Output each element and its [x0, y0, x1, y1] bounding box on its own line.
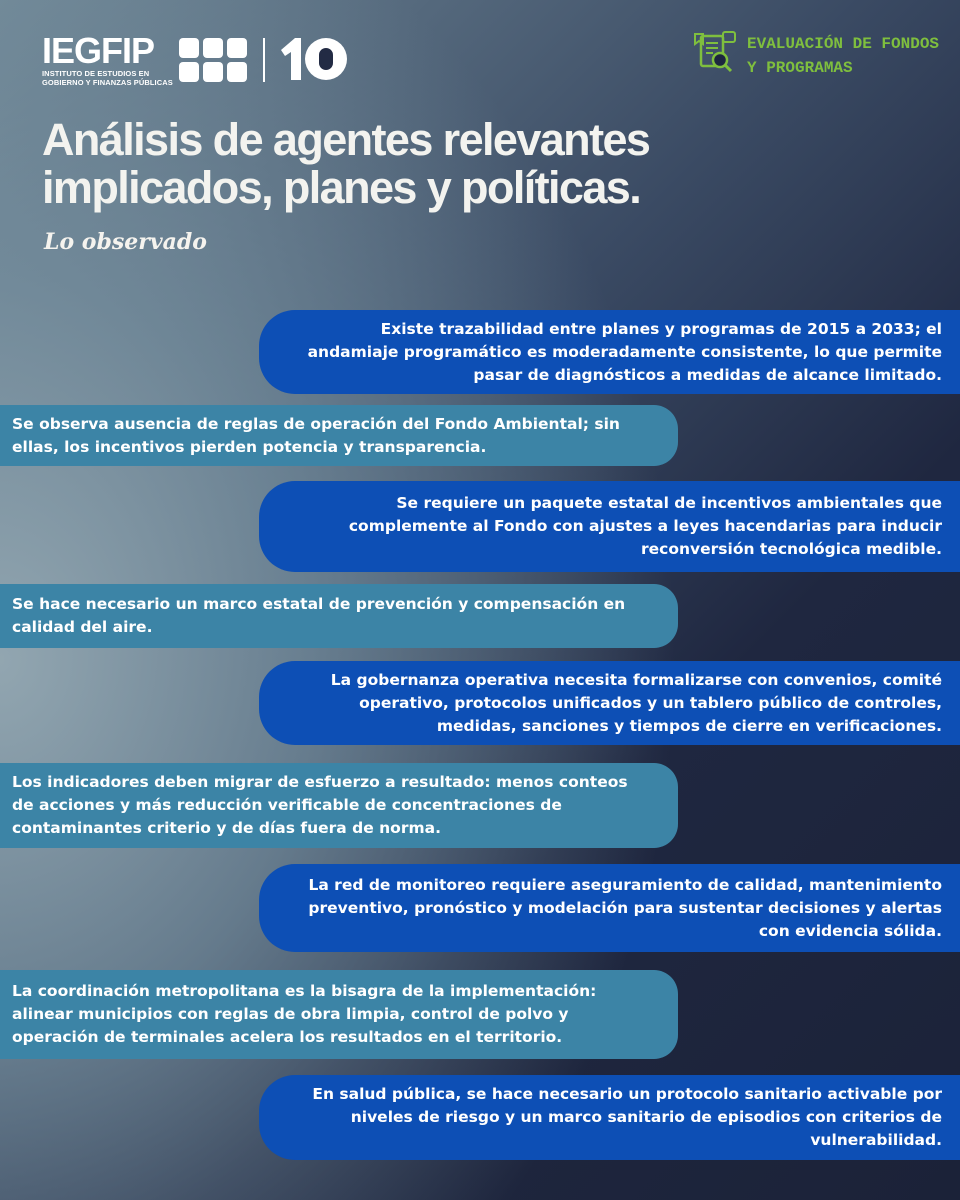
finding-text: Los indicadores deben migrar de esfuerzo a resultado: menos conteos de acciones y más reducción verificable de concentraciones de contaminantes criterio y de días fuera de norma.	[12, 773, 628, 837]
anniversary-10-icon	[279, 36, 349, 82]
brand-name: IEGFIP	[42, 30, 155, 71]
brand-subtitle-line2: GOBIERNO Y FINANZAS PÚBLICAS	[42, 78, 173, 87]
finding-text: Existe trazabilidad entre planes y programas de 2015 a 2033; el andamiaje programático es moderadamente consistente, lo que permite pasar de diagnósticos a medidas de alcance limitado.	[307, 319, 942, 384]
finding-card	[259, 864, 960, 952]
brand-subtitle-line1: INSTITUTO DE ESTUDIOS EN	[42, 69, 150, 78]
finding-card	[259, 1075, 960, 1160]
finding-text: La red de monitoreo requiere aseguramiento de calidad, mantenimiento preventivo, pronóstico y modelación para sustentar decisiones y alertas con evidencia sólida.	[308, 875, 942, 940]
finding-text: Se requiere un paquete estatal de incentivos ambientales que complemente al Fondo con ajustes a leyes hacendarias para inducir reconversión tecnológica medible.	[348, 494, 942, 558]
finding-text: Se hace necesario un marco estatal de prevención y compensación en calidad del aire.	[12, 595, 626, 636]
brand-block	[42, 30, 173, 87]
finding-text: En salud pública, se hace necesario un protocolo sanitario activable por niveles de riesgo y un marco sanitario de episodios con criterios de vulnerabilidad.	[312, 1085, 942, 1149]
finding-card	[0, 763, 678, 848]
badge-text	[747, 32, 939, 80]
finding-card	[259, 661, 960, 745]
logo-squares-icon	[179, 38, 247, 82]
finding-card	[0, 584, 678, 648]
title-line2: implicados, planes y políticas.	[42, 162, 641, 213]
badge-line2: Y PROGRAMAS	[747, 59, 853, 77]
iegfip-logo	[42, 30, 349, 90]
finding-card	[259, 481, 960, 572]
finding-card	[0, 405, 678, 466]
program-badge	[693, 30, 939, 80]
finding-card	[0, 970, 678, 1059]
finding-text: Se observa ausencia de reglas de operación del Fondo Ambiental; sin ellas, los incentivos pierden potencia y transparencia.	[12, 414, 620, 456]
finding-text: La coordinación metropolitana es la bisagra de la implementación: alinear municipios con reglas de obra limpia, control de polvo y operación de terminales acelera los resultados en el territorio.	[12, 982, 597, 1046]
section-subtitle: Lo observado	[44, 229, 207, 255]
document-search-icon	[693, 30, 737, 74]
finding-text: La gobernanza operativa necesita formalizarse con convenios, comité operativo, protocolos unificados y un tablero público de controles, medidas, sanciones y tiempos de cierre en verificaciones.	[330, 670, 942, 735]
finding-card	[259, 310, 960, 394]
logo-divider	[263, 38, 265, 82]
page-title	[42, 116, 649, 212]
anniversary-mark	[279, 36, 349, 90]
badge-line1: EVALUACIÓN DE FONDOS	[747, 35, 940, 53]
title-line1: Análisis de agentes relevantes	[42, 114, 650, 165]
